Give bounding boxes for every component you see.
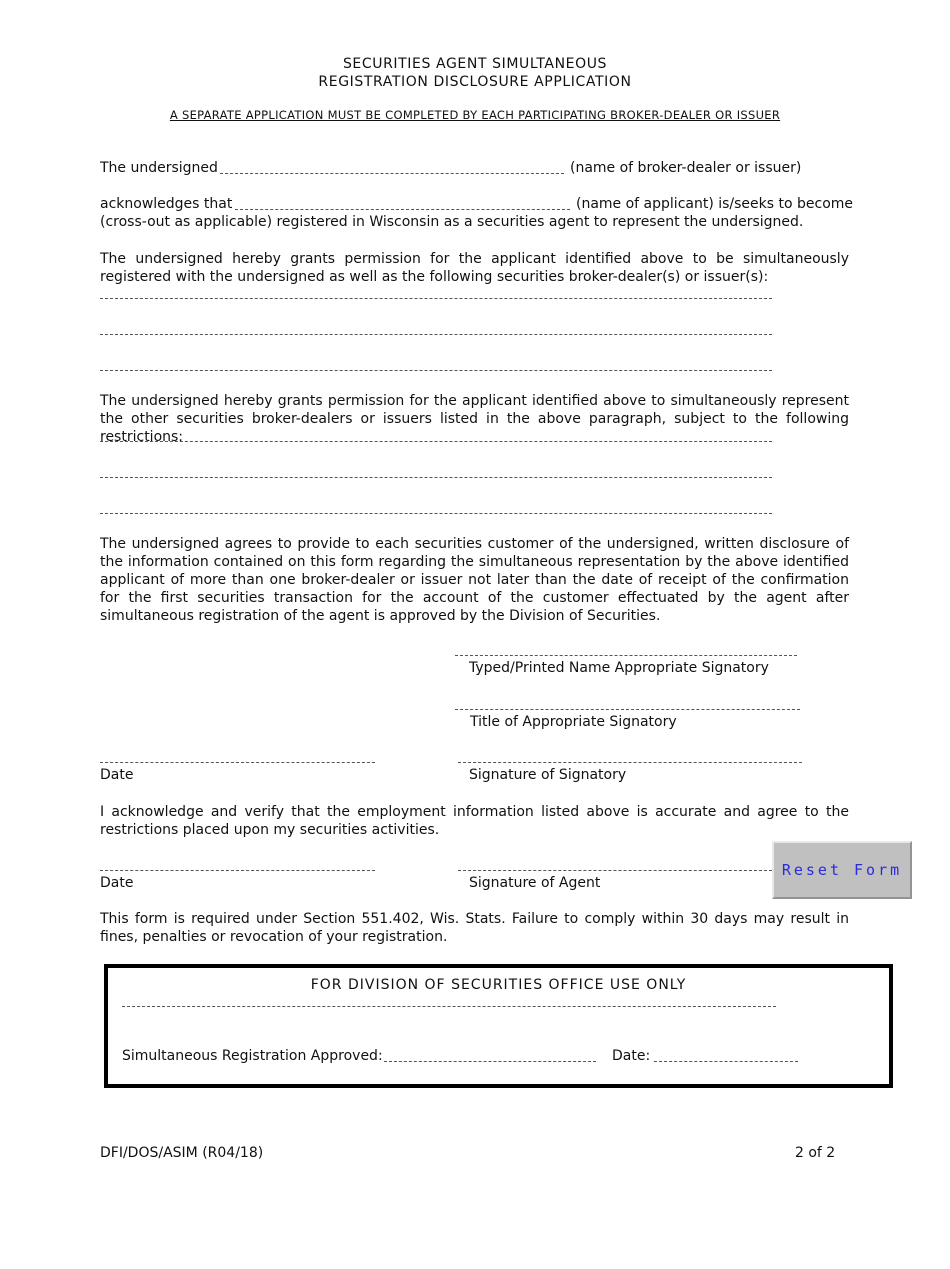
broker-dealer-list-field-3[interactable] — [100, 370, 772, 371]
broker-dealer-name-hint: (name of broker-dealer or issuer) — [570, 160, 802, 176]
restrictions-field-3[interactable] — [100, 513, 772, 514]
signatory-date-field[interactable] — [100, 762, 375, 763]
acknowledges-label: acknowledges that — [100, 196, 233, 212]
restrictions-field-1[interactable] — [100, 441, 772, 442]
form-title-line1: SECURITIES AGENT SIMULTANEOUS — [342, 56, 608, 72]
agent-signature-label: Signature of Agent — [469, 875, 601, 891]
signatory-signature-label: Signature of Signatory — [469, 767, 627, 783]
agent-signature-field[interactable] — [458, 870, 772, 871]
broker-dealer-list-field-1[interactable] — [100, 298, 772, 299]
office-date-field[interactable] — [654, 1061, 798, 1062]
broker-dealer-list-field-2[interactable] — [100, 334, 772, 335]
registration-statement: (cross-out as applicable) registered in Wisconsin as a securities agent to represent the undersigned. — [100, 214, 804, 230]
applicant-name-hint: (name of applicant) is/seeks to become — [576, 196, 854, 212]
applicant-name-field[interactable] — [235, 209, 570, 210]
office-date-label: Date: — [612, 1048, 651, 1064]
office-use-heading: FOR DIVISION OF SECURITIES OFFICE USE ONLY — [310, 977, 687, 993]
form-title-line2: REGISTRATION DISCLOSURE APPLICATION — [318, 74, 632, 90]
undersigned-label: The undersigned — [100, 160, 218, 176]
separate-application-notice: A SEPARATE APPLICATION MUST BE COMPLETED BY EACH PARTICIPATING BROKER-DEALER OR ISSUER — [169, 108, 781, 122]
signatory-date-label: Date — [100, 767, 134, 783]
agent-date-field[interactable] — [100, 870, 375, 871]
approved-label: Simultaneous Registration Approved: — [122, 1048, 383, 1064]
grant-representation-paragraph: The undersigned hereby grants permission for the applicant identified above to simultaneously represent the other securities broker-dealers or issuers listed in the above paragraph, subject to the following restrictions: — [100, 393, 849, 445]
office-use-line[interactable] — [122, 1006, 776, 1007]
disclosure-paragraph: The undersigned agrees to provide to each securities customer of the undersigned, written disclosure of the information contained on this form regarding the simultaneous representation by the above identified applicant of more than one broker-dealer or issuer not later than the date of receipt of the confirmation for the first securities transaction for the account of the customer effectuated by the agent after simultaneous registration of the agent is approved by the Division of Securities. — [100, 536, 849, 624]
legal-notice-paragraph: This form is required under Section 551.402, Wis. Stats. Failure to comply within 30 days may result in fines, penalties or revocation of your registration. — [100, 911, 849, 945]
typed-name-label: Typed/Printed Name Appropriate Signatory — [469, 660, 769, 676]
form-id: DFI/DOS/ASIM (R04/18) — [100, 1145, 264, 1161]
broker-dealer-name-field[interactable] — [220, 173, 564, 174]
restrictions-field-2[interactable] — [100, 477, 772, 478]
office-use-box — [104, 964, 893, 1088]
signatory-signature-field[interactable] — [458, 762, 802, 763]
grant-registration-paragraph: The undersigned hereby grants permission for the applicant identified above to be simultaneously registered with the undersigned as well as the following securities broker-dealer(s) or issuer(s): — [100, 251, 849, 285]
page-number: 2 of 2 — [795, 1145, 836, 1161]
agent-date-label: Date — [100, 875, 134, 891]
signatory-title-label: Title of Appropriate Signatory — [470, 714, 677, 730]
typed-name-field[interactable] — [455, 655, 797, 656]
reset-form-button[interactable]: Reset Form — [772, 841, 912, 899]
approved-field[interactable] — [384, 1061, 596, 1062]
agent-acknowledgement-paragraph: I acknowledge and verify that the employment information listed above is accurate and agree to the restrictions placed upon my securities activities. — [100, 804, 849, 838]
signatory-title-field[interactable] — [455, 709, 800, 710]
